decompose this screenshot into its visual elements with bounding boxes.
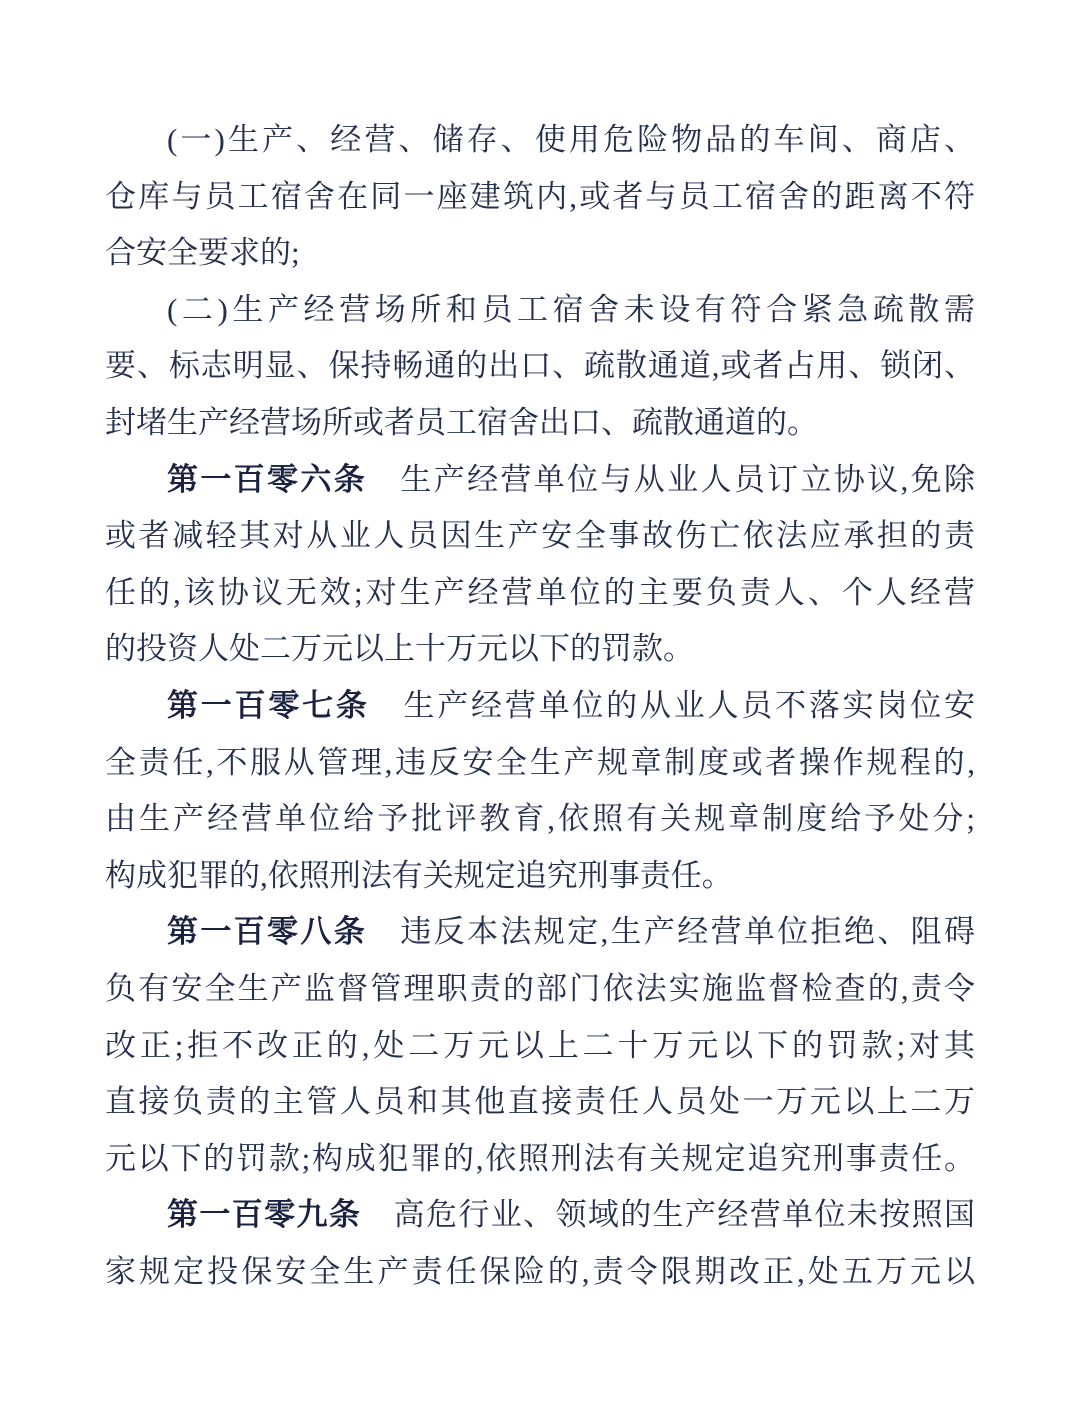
article-number: 第一百零八条	[167, 914, 368, 950]
text-line: 的投资人处二万元以上十万元以下的罚款。	[105, 631, 694, 667]
article-number: 第一百零九条	[167, 1197, 362, 1233]
article-number: 第一百零六条	[167, 461, 368, 497]
document-body	[105, 112, 975, 1300]
text-line: 全责任,不服从管理,违反安全生产规章制度或者操作规程的,	[105, 744, 975, 780]
text-line: (二)生产经营场所和员工宿舍未设有符合紧急疏散需	[167, 291, 975, 327]
text-line: 合安全要求的;	[105, 235, 300, 271]
article-number: 第一百零七条	[167, 687, 370, 723]
text-line: 仓库与员工宿舍在同一座建筑内,或者与员工宿舍的距离不符	[105, 178, 975, 214]
line-text: 高危行业、领域的生产经营单位未按照国	[361, 1197, 975, 1233]
text-line	[105, 904, 975, 961]
text-line	[105, 678, 975, 735]
line-text: 生产经营单位的从业人员不落实岗位安	[369, 687, 976, 723]
text-line: 封堵生产经营场所或者员工宿舍出口、疏散通道的。	[105, 404, 818, 440]
text-line	[105, 1187, 975, 1244]
line-text: 违反本法规定,生产经营单位拒绝、阻碍	[367, 914, 975, 950]
text-line: 改正;拒不改正的,处二万元以上二十万元以下的罚款;对其	[105, 1027, 975, 1063]
line-text: 生产经营单位与从业人员订立协议,免除	[367, 461, 975, 497]
text-line: 由生产经营单位给予批评教育,依照有关规章制度给予处分;	[105, 801, 975, 837]
text-line: 直接负责的主管人员和其他直接责任人员处一万元以上二万	[105, 1084, 975, 1120]
text-line: 任的,该协议无效;对生产经营单位的主要负责人、个人经营	[105, 574, 975, 610]
text-line: 或者减轻其对从业人员因生产安全事故伤亡依法应承担的责	[105, 518, 975, 554]
text-line: 家规定投保安全生产责任保险的,责令限期改正,处五万元以	[105, 1253, 975, 1289]
text-line	[105, 452, 975, 509]
text-line: (一)生产、经营、储存、使用危险物品的车间、商店、	[167, 122, 975, 157]
text-line: 元以下的罚款;构成犯罪的,依照刑法有关规定追究刑事责任。	[105, 1140, 975, 1176]
text-line: 负有安全生产监督管理职责的部门依法实施监督检查的,责令	[105, 970, 975, 1006]
text-line: 要、标志明显、保持畅通的出口、疏散通道,或者占用、锁闭、	[105, 348, 975, 384]
text-line: 构成犯罪的,依照刑法有关规定追究刑事责任。	[105, 857, 733, 893]
